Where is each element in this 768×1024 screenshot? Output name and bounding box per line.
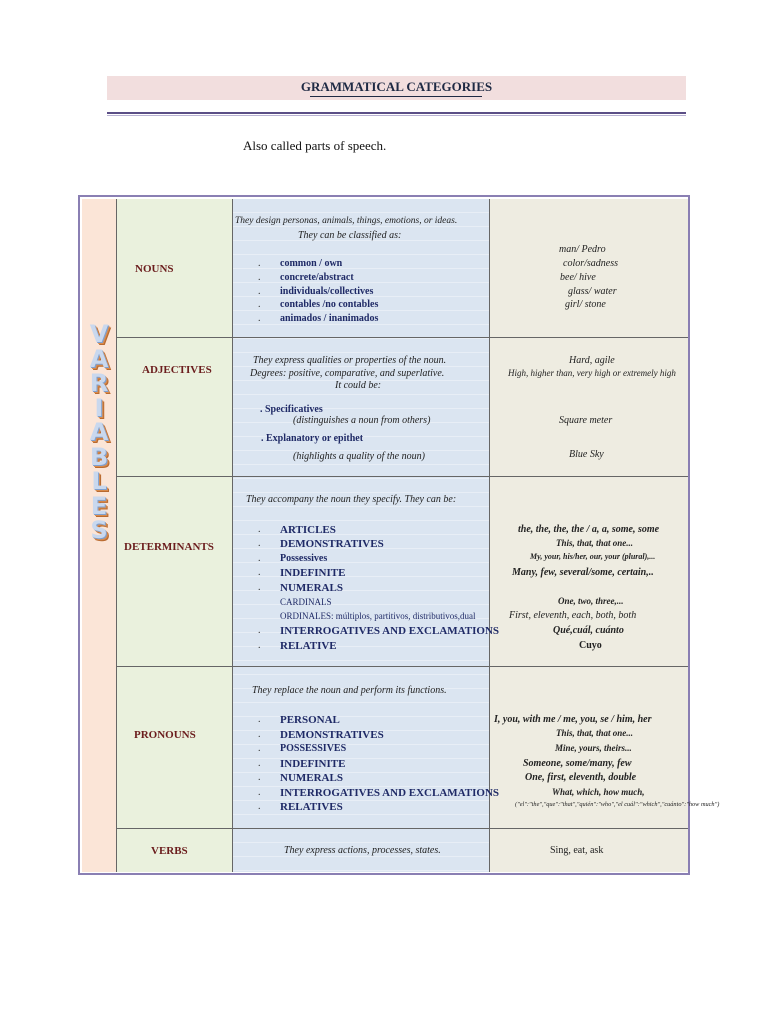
category-pronouns: PRONOUNS xyxy=(134,729,196,741)
determinant-type: DEMONSTRATIVES xyxy=(280,538,384,550)
pronoun-example: Someone, some/many, few xyxy=(523,758,632,769)
row-divider xyxy=(117,666,688,667)
category-verbs: VERBS xyxy=(151,845,188,857)
variables-letter: I xyxy=(94,393,104,422)
row-divider xyxy=(117,828,688,829)
pronoun-type: DEMONSTRATIVES xyxy=(280,729,384,741)
noun-example: girl/ stone xyxy=(565,299,606,310)
bullet: . xyxy=(258,313,261,324)
determinant-subtype: ORDINALES: múltiplos, partitivos, distributivos,dual xyxy=(280,611,476,621)
determinant-example: Many, few, several/some, certain,.. xyxy=(512,567,654,578)
verb-example: Sing, eat, ask xyxy=(550,845,604,856)
pronoun-type: PERSONAL xyxy=(280,714,340,726)
variables-letter: R xyxy=(89,369,109,397)
pronouns-description: They replace the noun and perform its functions. xyxy=(252,685,447,696)
determinant-type: INDEFINITE xyxy=(280,567,346,579)
determinant-type: RELATIVE xyxy=(280,640,337,652)
categories-table: V A R I A B L E S NOUNS They design personas, animals, things, emotions, or ideas. They can be classified as: . . . . . common / own concrete/abstract individuals/collectives contables /no contables animados / inanimados man/ Pedro color/sadness bee/ hive glass/ water girl/ stone ADJECTIVES They express qualities or properties of the noun. Degrees: positive, comparative, and superlative. It could be: . Specificatives (distinguishes a noun from others) . Explanatory or epithet (highlights a quality of the noun) Hard, agile High, higher than, very high or extremely high Square meter Blue Sky DETERMINANTS They accompany the noun they specify. They can be: . . . . . . . ARTICLES DEMONSTRATIVES Possessives INDEFINITE NUMERALS CARDINALS ORDINALES: múltiplos, partitivos, distributivos,dual INTERROGATIVES AND EXCLAMATIONS RELATIVE the, the, the, the / a, a, some, some This, that, that one... My, your, his/her, our, your (plural),... Many, few, several/some, certain,.. One, two, three,... First, eleventh, each, both, both Qué,cuál, cuánto Cuyo PRONOUNS They replace the noun and perform its functions. . . . . . . . PERSONAL DEMONSTRATIVES POSSESSIVES INDEFINITE NUMERALS INTERROGATIVES AND EXCLAMATIONS RELATIVES I, you, with me / me, you, se / him, her This, that, that one... Mine, yours, theirs... Someone, some/many, few One, first, eleventh, double What, which, how much, ("el":"the","que":"that","quién":"who","el cuál":"which","cuánto":"how much") VERBS They express actions, processes, states. Sing, eat, ask xyxy=(78,195,690,875)
noun-example: man/ Pedro xyxy=(559,244,606,255)
pronoun-example: This, that, that one... xyxy=(556,728,634,738)
variables-wordart xyxy=(84,322,114,543)
row-divider xyxy=(117,476,688,477)
variables-letter: V xyxy=(89,320,109,348)
adjective-example: Blue Sky xyxy=(569,449,604,460)
variables-letter: E xyxy=(90,491,108,520)
noun-type: concrete/abstract xyxy=(280,272,354,283)
adjectives-description: It could be: xyxy=(335,380,382,391)
adjective-type: . Explanatory or epithet xyxy=(261,433,364,444)
noun-type: contables /no contables xyxy=(280,299,379,310)
bullet: . xyxy=(258,286,261,297)
title-underline xyxy=(310,96,482,97)
determinant-example: First, eleventh, each, both, both xyxy=(509,610,637,621)
pronoun-example: One, first, eleventh, double xyxy=(525,772,637,783)
bullet: . xyxy=(258,299,261,310)
divider-rule-thin xyxy=(107,115,686,116)
subtitle: Also called parts of speech. xyxy=(243,138,387,153)
pronoun-type: POSSESSIVES xyxy=(280,743,347,754)
adjectives-description: Degrees: positive, comparative, and superlative. xyxy=(250,368,445,379)
noun-example: bee/ hive xyxy=(560,272,596,283)
pronoun-example: Mine, yours, theirs... xyxy=(555,743,632,753)
variables-letter: S xyxy=(90,516,108,544)
determinant-example: My, your, his/her, our, your (plural),... xyxy=(530,552,656,561)
adjective-type: . Specificatives xyxy=(260,404,323,415)
adjectives-description: They express qualities or properties of the noun. xyxy=(253,355,447,366)
nouns-description: They design personas, animals, things, emotions, or ideas. xyxy=(235,216,458,226)
determinant-example: the, the, the, the / a, a, some, some xyxy=(518,524,660,535)
category-adjectives: ADJECTIVES xyxy=(142,364,212,376)
determinant-type: NUMERALS xyxy=(280,582,343,594)
determinant-example: This, that, that one... xyxy=(556,538,634,548)
variables-letter: B xyxy=(89,442,109,471)
pronoun-example: I, you, with me / me, you, se / him, her xyxy=(494,714,652,725)
pronoun-example: What, which, how much, xyxy=(552,787,645,797)
noun-example: glass/ water xyxy=(568,286,617,297)
nouns-description: They can be classified as: xyxy=(298,230,402,241)
determinant-type: ARTICLES xyxy=(280,524,336,536)
noun-type: common / own xyxy=(280,258,343,269)
noun-type: animados / inanimados xyxy=(280,313,379,324)
pronoun-type: RELATIVES xyxy=(280,801,343,813)
category-nouns: NOUNS xyxy=(135,263,174,275)
pronoun-type: INDEFINITE xyxy=(280,758,346,770)
row-divider xyxy=(117,337,688,338)
variables-letter: A xyxy=(89,344,109,373)
determinant-example: One, two, three,... xyxy=(558,596,624,606)
adjective-example: Square meter xyxy=(559,415,613,426)
variables-letter: A xyxy=(89,418,109,446)
variables-letter: L xyxy=(91,467,107,495)
adjective-example: Hard, agile xyxy=(569,355,615,366)
noun-type: individuals/collectives xyxy=(280,286,374,297)
determinant-subtype: CARDINALS xyxy=(280,597,332,607)
adjective-example: High, higher than, very high or extremely high xyxy=(508,368,676,378)
verbs-description: They express actions, processes, states. xyxy=(284,845,441,856)
category-column xyxy=(117,199,233,872)
adjective-type-note: (highlights a quality of the noun) xyxy=(293,451,425,462)
bullet: . xyxy=(258,258,261,269)
pronoun-translation-note: ("el":"the","que":"that","quién":"who","el cuál":"which","cuánto":"how much") xyxy=(515,801,720,808)
determinants-description: They accompany the noun they specify. They can be: xyxy=(246,494,457,505)
bullet: . xyxy=(258,272,261,283)
determinant-type: Possessives xyxy=(280,553,328,564)
pronoun-type: NUMERALS xyxy=(280,772,343,784)
determinant-example: Qué,cuál, cuánto xyxy=(553,625,624,636)
divider-rule xyxy=(107,112,686,114)
pronoun-type: INTERROGATIVES AND EXCLAMATIONS xyxy=(280,787,500,799)
adjective-type-note: (distinguishes a noun from others) xyxy=(293,415,431,426)
page-title: GRAMMATICAL CATEGORIES xyxy=(300,79,493,94)
determinant-example: Cuyo xyxy=(579,640,602,651)
category-determinants: DETERMINANTS xyxy=(124,541,214,553)
determinant-type: INTERROGATIVES AND EXCLAMATIONS xyxy=(280,625,500,637)
noun-example: color/sadness xyxy=(563,258,618,269)
